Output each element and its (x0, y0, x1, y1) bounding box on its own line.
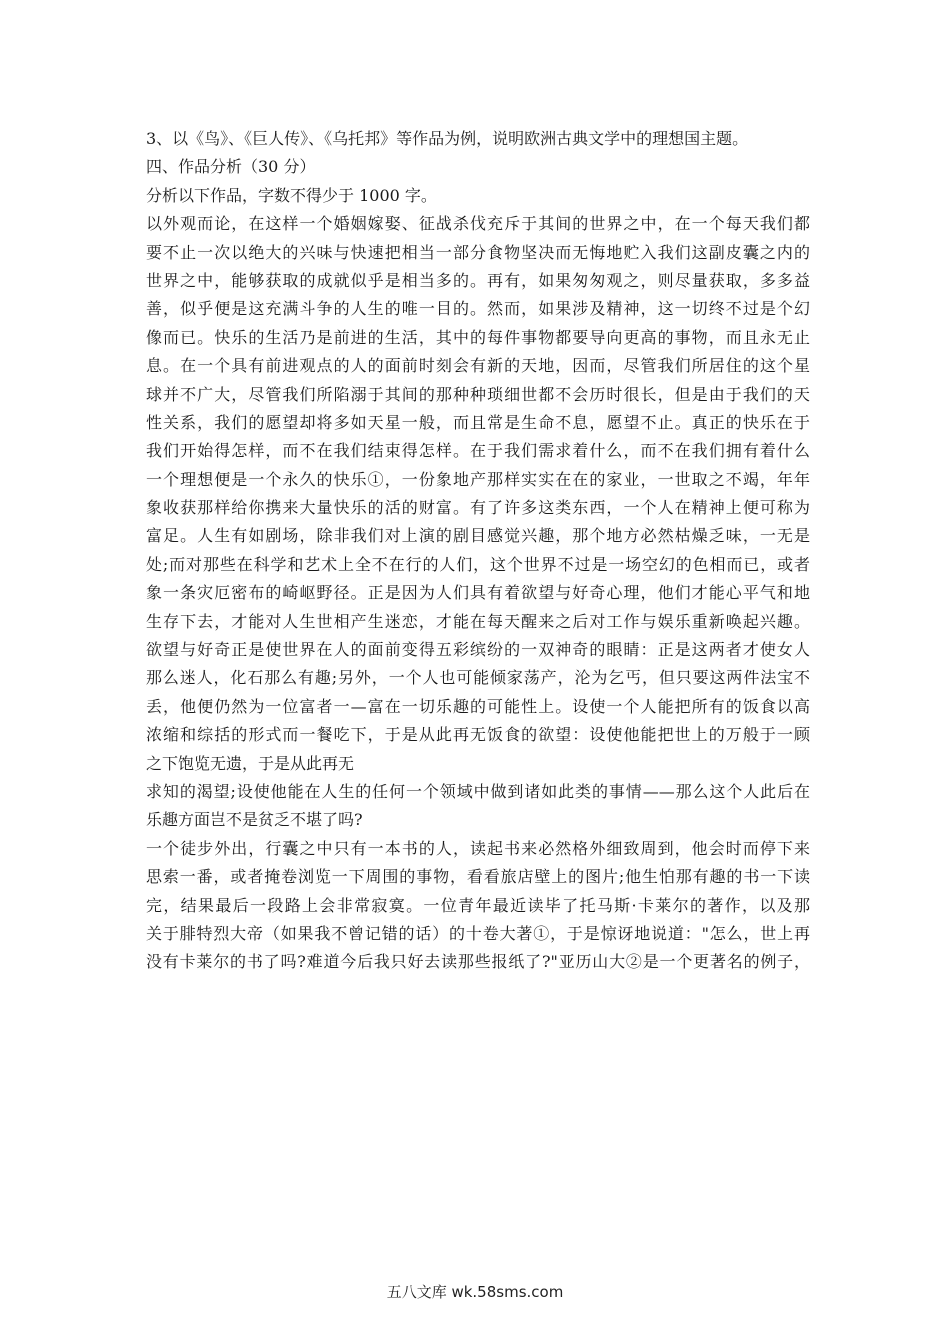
text-line: 那么迷人，化石那么有趣;另外，一个人也可能倾家荡产，沦为乞丐，但只要这两件法宝不 (146, 668, 810, 688)
text-line: 以外观而论，在这样一个婚姻嫁娶、征战杀伐充斥于其间的世界之中，在一个每天我们都 (146, 214, 810, 234)
text-line: 处;而对那些在科学和艺术上全不在行的人们，这个世界不过是一场空幻的色相而已，或者 (146, 554, 810, 574)
text-line: 像而已。快乐的生活乃是前进的生活，其中的每件事物都要导向更高的事物，而且永无止 (146, 327, 810, 347)
text-line: 欲望与好奇正是使世界在人的面前变得五彩缤纷的一双神奇的眼睛：正是这两者才使女人 (146, 640, 810, 660)
text-line: 之下饱览无遗，于是从此再无 (146, 753, 355, 773)
text-line: 思索一番，或者掩卷浏览一下周围的事物，看看旅店壁上的图片;他生怕那有趣的书一下读 (146, 867, 810, 887)
text-line: 浓缩和综括的形式而一餐吃下，于是从此再无饭食的欲望：设使他能把世上的万般于一顾 (146, 725, 810, 745)
text-line: 球并不广大，尽管我们所陷溺于其间的那种种琐细世都不会历时很长，但是由于我们的天 (146, 384, 810, 404)
text-line: 分析以下作品，字数不得少于 1000 字。 (146, 185, 437, 205)
text-line: 丢，他便仍然为一位富者一—富在一切乐趣的可能性上。设使一个人能把所有的饭食以高 (146, 696, 810, 716)
text-line: 世界之中，能够获取的成就似乎是相当多的。再有，如果匆匆观之，则尽量获取，多多益 (146, 270, 810, 290)
text-lines (146, 125, 810, 977)
text-line: 乐趣方面岂不是贫乏不堪了吗? (146, 810, 363, 830)
text-line: 一个徒步外出，行囊之中只有一本书的人，读起书来必然格外细致周到，他会时而停下来 (146, 838, 810, 858)
text-line: 四、作品分析（30 分） (146, 157, 316, 177)
text-line: 生存下去，才能对人生世相产生迷恋，才能在每天醒来之后对工作与娱乐重新唤起兴趣。 (146, 611, 810, 631)
text-line: 我们开始得怎样，而不在我们结束得怎样。在于我们需求着什么，而不在我们拥有着什么 (146, 441, 810, 461)
text-line: 富足。人生有如剧场，除非我们对上演的剧目感觉兴趣，那个地方必然枯燥乏味，一无是 (146, 526, 810, 546)
text-line: 一个理想便是一个永久的快乐①，一份象地产那样实实在在的家业，一世取之不竭，年年 (146, 469, 810, 489)
text-line: 没有卡莱尔的书了吗?难道今后我只好去读那些报纸了?"亚历山大②是一个更著名的例子， (146, 952, 810, 972)
text-line: 象收获那样给你携来大量快乐的活的财富。有了许多这类东西，一个人在精神上便可称为 (146, 498, 810, 518)
text-line: 完，结果最后一段路上会非常寂寞。一位青年最近读毕了托马斯·卡莱尔的著作，以及那 (146, 895, 810, 915)
text-line: 3、以《鸟》、《巨人传》、《乌托邦》等作品为例，说明欧洲古典文学中的理想国主题。 (146, 129, 749, 148)
page-footer: 五八文库 wk.58sms.com (386, 1283, 564, 1301)
text-line: 象一条灾厄密布的崎岖野径。正是因为人们具有着欲望与好奇心理，他们才能心平气和地 (146, 583, 810, 603)
text-line: 善，似乎便是这充满斗争的人生的唯一目的。然而，如果涉及精神，这一切终不过是个幻 (146, 299, 810, 319)
text-line: 关于腓特烈大帝（如果我不曾记错的话）的十卷大著①，于是惊讶地说道："怎么，世上再 (146, 923, 810, 943)
text-line: 要不止一次以绝大的兴味与快速把相当一部分食物坚决而无悔地贮入我们这副皮囊之内的 (146, 242, 810, 262)
text-line: 求知的渴望;设使他能在人生的任何一个领域中做到诸如此类的事情——那么这个人此后在 (146, 781, 810, 801)
text-line: 性关系，我们的愿望却将多如天星一般，而且常是生命不息，愿望不止。真正的快乐在于 (146, 412, 810, 432)
text-line: 息。在一个具有前进观点的人的面前时刻会有新的天地，因而，尽管我们所居住的这个星 (146, 356, 810, 376)
document-body (146, 125, 810, 977)
